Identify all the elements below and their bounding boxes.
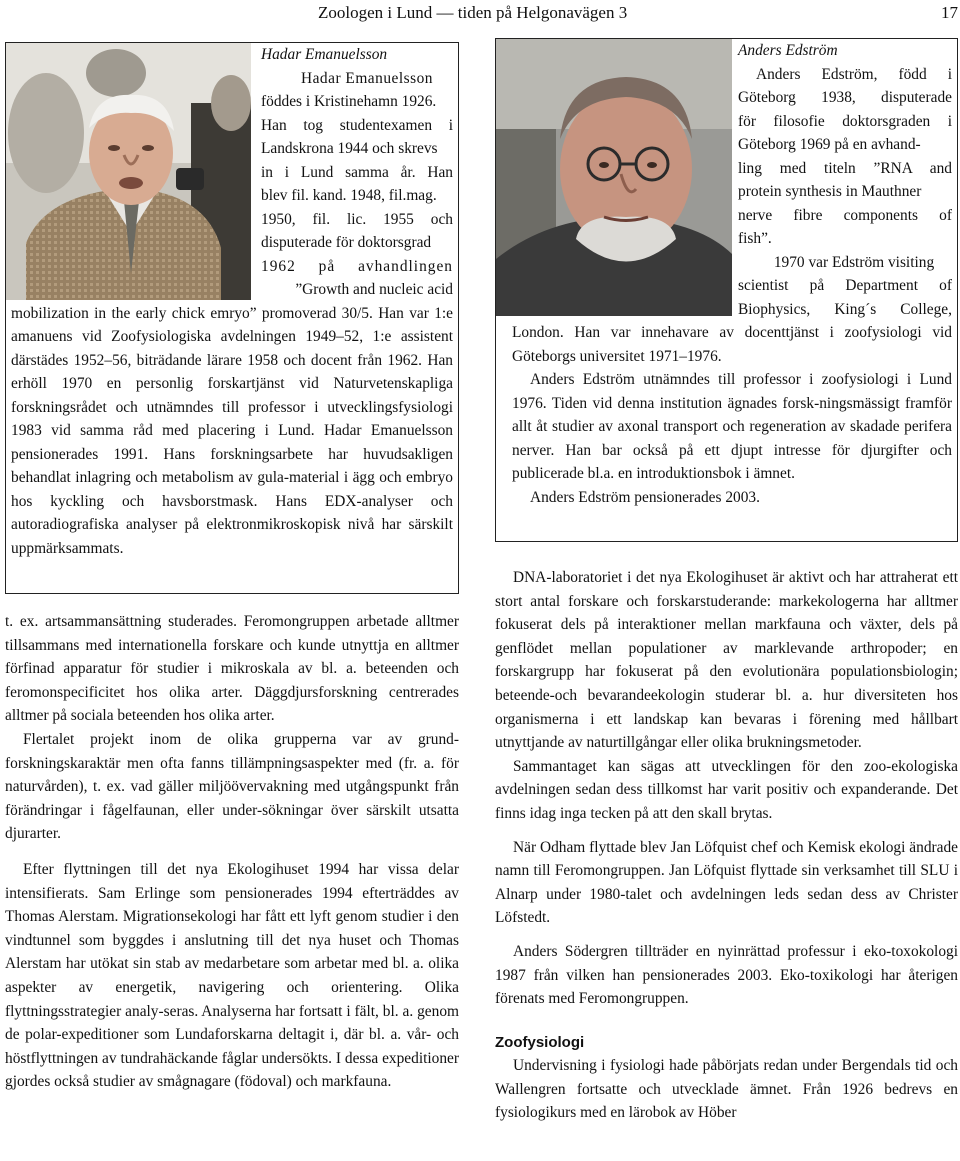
caption-title-emanuelsson: Hadar Emanuelsson bbox=[261, 46, 388, 63]
caption-title-edstrom: Anders Edström bbox=[738, 42, 838, 59]
right-paragraph-2: Sammantaget kan sägas att utvecklingen för den zoo-ekologiska avdelningen sedan dess tillkomst har varit positiv och expanderande. Det finns idag inga tecken på att den skall brytas. bbox=[495, 757, 958, 822]
biography-box-emanuelsson bbox=[5, 42, 459, 594]
caption-line-2: föddes i Kristinehamn 1926. bbox=[261, 93, 437, 110]
caption-line-3: Han tog studentexamen i bbox=[261, 116, 453, 134]
caption-line-4: Landskrona 1944 och skrevs bbox=[261, 140, 438, 157]
caption-body-edstrom: London. Han var innehavare av docenttjänst i zoofysiologi vid Göteborgs universitet 1971–1976. bbox=[512, 324, 952, 365]
left-paragraph-2: Flertalet projekt inom de olika grupperna var av grund-forskningskaraktär men ofta fanns tillämpningsaspekter med (fr. a. för naturvården), t. ex. vad gäller miljöövervakning med utgångspunkt från förändringar i fågelfaunan, eller under-sökningar över särskilt utsatta djurarter. bbox=[5, 730, 459, 843]
caption-right-line-5: ling med titeln ”RNA and bbox=[738, 159, 952, 177]
right-column bbox=[495, 38, 958, 1125]
caption-right-line-1: Anders Edström, född i bbox=[756, 65, 952, 83]
caption-line-6: blev fil. kand. 1948, fil.mag. bbox=[261, 187, 437, 204]
caption-body-edstrom-2: Anders Edström utnämndes till professor i zoofysiologi i Lund 1976. Tiden vid denna institution ägnades forsk-ningsmässigt framför allt åt studier av axonal transport och regeneration av skadade perifera nerver. Han bar också på ett djupt intresse för djurgifter och publicerade bl.a. en introduktionsbok i ämnet. bbox=[512, 371, 952, 482]
caption-right-line-3: för filosofie doktorsgraden i bbox=[738, 112, 952, 130]
caption-right-line-7: nerve fibre components of bbox=[738, 206, 952, 224]
left-paragraph-3: Efter flyttningen till det nya Ekologihuset 1994 har vissa delar intensifierats. Sam Erlinge som pensionerades 1994 efterträddes av Thomas Alerstam. Migrationsekologi har fått ett lyft genom studier i den vindtunnel som byggdes i anslutning till det nya huset och Thomas Alerstam har utökat sin stab av medarbetare som arbetar med bl. a. olika aspekter av energetik, navigering och orientering. Olika flyttningsstrategier analy-seras. Analyserna har fortsatt i fält, bl. a. genom de polar-expeditioner som Lundaforskarna deltagit i, där bl. a. vår- och höstflyttningen av tundrahäckande fåglar undersökts. I dessa expeditioner gjordes också studier av smågnagare (födoval) och markfauna. bbox=[5, 860, 459, 1091]
caption-body-edstrom-3: Anders Edström pensionerades 2003. bbox=[530, 488, 760, 506]
caption-line-10: ”Growth and nucleic acid bbox=[295, 281, 453, 298]
caption-line-7: 1950, fil. lic. 1955 och bbox=[261, 210, 453, 228]
right-paragraph-3: När Odham flyttade blev Jan Löfquist chef och Kemisk ekologi ändrade namn till Feromongruppen. Jan Löfquist flyttade sin verksamhet till SLU i Alnarp under 1980-talet och avdelningen leds sedan dess av Christer Löfstedt. bbox=[495, 838, 958, 927]
caption-right-line-9: 1970 var Edström visiting bbox=[773, 253, 935, 271]
left-body-text bbox=[5, 610, 459, 1094]
portrait-emanuelsson-image bbox=[6, 43, 251, 300]
left-paragraph-1: t. ex. artsammansättning studerades. Feromongruppen arbetade alltmer tillsammans med internationella forskare och kunde utnyttja en alltmer förfinad apparatur för studier i mikroskala av bl. a. beteenden och feromonspecificitet hos olika arter. Däggdjursforskning centrerades alltmer på sociala beteenden hos olika arter. bbox=[5, 613, 459, 725]
page-number: 17 bbox=[941, 3, 958, 22]
caption-right-line-11: Biophysics, King´s College, bbox=[738, 300, 952, 318]
section-heading-zoofysiologi: Zoofysiologi bbox=[495, 1033, 585, 1051]
caption-line-9: 1962 på avhandlingen bbox=[261, 257, 453, 275]
right-paragraph-4: Anders Södergren tillträder en nyinrättad professur i eko-toxokologi 1987 från vilken han pensionerades 2003. Eko-toxikologi har återigen förenats med Feromongruppen. bbox=[495, 942, 958, 1008]
caption-right-line-2: Göteborg 1938, disputerade bbox=[738, 89, 952, 106]
caption-line-1: Hadar Emanuelsson bbox=[300, 69, 434, 87]
caption-line-8: disputerade för doktorsgrad bbox=[261, 234, 432, 251]
portrait-photo-emanuelsson bbox=[6, 43, 251, 300]
right-body-text bbox=[495, 566, 958, 1125]
caption-line-5: in i Lund samma år. Han bbox=[261, 163, 453, 181]
caption-right-line-10: scientist på Department of bbox=[738, 277, 952, 294]
section-paragraph-zoofysiologi: Undervisning i fysiologi hade påbörjats redan under Bergendals tid och Wallengren fortsatte och utvecklade ämnet. Från 1926 bedrevs en fysiologikurs med en lärobok av Höber bbox=[495, 1057, 958, 1122]
right-paragraph-1: DNA-laboratoriet i det nya Ekologihuset är aktivt och har attraherat ett stort antal forskare och forskarstuderande: markekologerna har alltmer fokuserat dels på interaktioner mellan markfauna och växter, dels på genflödet mellan populationer av marklevande arthropoder; en forskargrupp har fokuserat på den evolutionära populationsbiologin; beteende-och bevarandeekologin studerar bl. a. hur diversiteten hos organismerna i ett landskap kan bevaras i förening med hållbart utnyttjande av naturtillgångar eller olika brukningsmetoder. bbox=[495, 569, 958, 752]
caption-right-line-6: protein synthesis in Mauthner bbox=[738, 183, 922, 200]
running-title: Zoologen i Lund — tiden på Helgonavägen 3 bbox=[318, 3, 628, 22]
left-column bbox=[5, 42, 459, 1094]
caption-right-line-8: fish”. bbox=[738, 230, 772, 247]
caption-body-emanuelsson: mobilization in the early chick emryo” promoverad 30/5. Han var 1:e amanuens vid Zoofysiologiska avdelningen 1949–52, 1:e assistent därstädes 1952–56, biträdande lärare 1958 och docent från 1962. Han erhöll 1970 en personlig forskartjänst vid Naturvetenskapliga forskningsrådet och utnämndes till professor i utvecklingsfysiologi 1983 vid samma råd med placering i Lund. Hadar Emanuelsson pensionerades 1991. Hans forskningsarbete har huvudsakligen behandlat inlagring och metabolism av gula-material i ägg och embryo hos kyckling och havsborstmask. Hans EDX-analyser och autoradiografiska analyser på elektronmikroskopisk nivå har särskilt uppmärksammats. bbox=[11, 304, 453, 557]
portrait-photo-edstrom bbox=[496, 39, 732, 316]
page-header bbox=[0, 0, 960, 26]
caption-right-line-4: Göteborg 1969 på en avhand- bbox=[738, 136, 921, 153]
biography-box-edstrom bbox=[495, 38, 958, 542]
portrait-edstrom-image bbox=[496, 39, 732, 316]
